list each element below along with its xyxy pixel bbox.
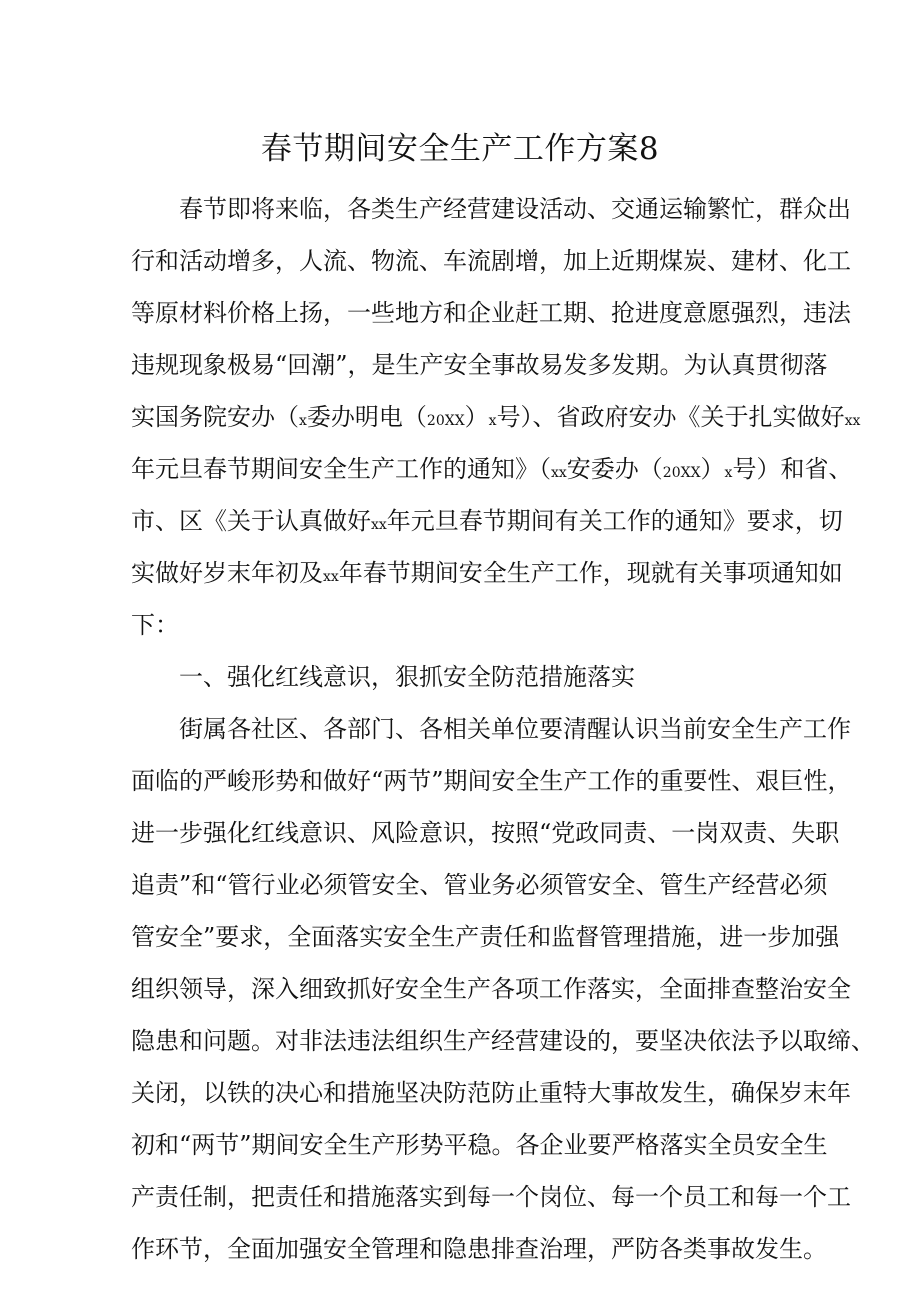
- paragraph-1-line-8: 实做好岁末年初及xx年春节期间安全生产工作，现就有关事项通知如: [131, 559, 843, 587]
- paragraph-2-line-2: 面临的严峻形势和做好“两节”期间安全生产工作的重要性、艰巨性，: [131, 767, 852, 795]
- paragraph-2-line-10: 产责任制，把责任和措施落实到每一个岗位、每一个员工和每一个工: [131, 1183, 851, 1211]
- paragraph-1-line-2: 行和活动增多，人流、物流、车流剧增，加上近期煤炭、建材、化工: [131, 247, 851, 275]
- paragraph-2-line-5: 管安全”要求，全面落实安全生产责任和监督管理措施，进一步加强: [131, 923, 840, 951]
- paragraph-1-line-4: 违规现象极易“回潮”，是生产安全事故易发多发期。为认真贯彻落: [131, 351, 828, 379]
- paragraph-2-line-8: 关闭，以铁的决心和措施坚决防范防止重特大事故发生，确保岁末年: [131, 1079, 851, 1107]
- paragraph-2-line-1: 街属各社区、各部门、各相关单位要清醒认识当前安全生产工作: [179, 715, 851, 743]
- paragraph-1-line-1: 春节即将来临，各类生产经营建设活动、交通运输繁忙，群众出: [179, 195, 851, 223]
- paragraph-1-line-3: 等原材料价格上扬，一些地方和企业赶工期、抢进度意愿强烈，违法: [131, 299, 851, 327]
- paragraph-2-line-4: 追责”和“管行业必须管安全、管业务必须管安全、管生产经营必须: [131, 871, 828, 899]
- paragraph-2-line-3: 进一步强化红线意识、风险意识，按照“党政同责、一岗双责、失职: [131, 819, 840, 847]
- paragraph-1-line-9: 下：: [131, 611, 179, 639]
- paragraph-2-line-6: 组织领导，深入细致抓好安全生产各项工作落实，全面排查整治安全: [131, 975, 851, 1003]
- paragraph-1-line-6: 年元旦春节期间安全生产工作的通知》（xx安委办（20XX）x号）和省、: [131, 455, 853, 483]
- paragraph-2-line-7: 隐患和问题。对非法违法组织生产经营建设的，要坚决依法予以取缔、: [131, 1027, 875, 1055]
- paragraph-2-line-9: 初和“两节”期间安全生产形势平稳。各企业要严格落实全员安全生: [131, 1131, 828, 1159]
- document-title: 春节期间安全生产工作方案8: [260, 131, 660, 167]
- document-body: [131, 183, 875, 1275]
- section-heading-1: 一、强化红线意识，狠抓安全防范措施落实: [179, 663, 635, 691]
- paragraph-2-line-11: 作环节，全面加强安全管理和隐患排查治理，严防各类事故发生。: [131, 1235, 827, 1263]
- paragraph-1-line-7: 市、区《关于认真做好xx年元旦春节期间有关工作的通知》要求，切: [131, 507, 843, 535]
- paragraph-1-line-5: 实国务院安办（x委办明电（20XX）x号）、省政府安办《关于扎实做好xx: [131, 403, 861, 431]
